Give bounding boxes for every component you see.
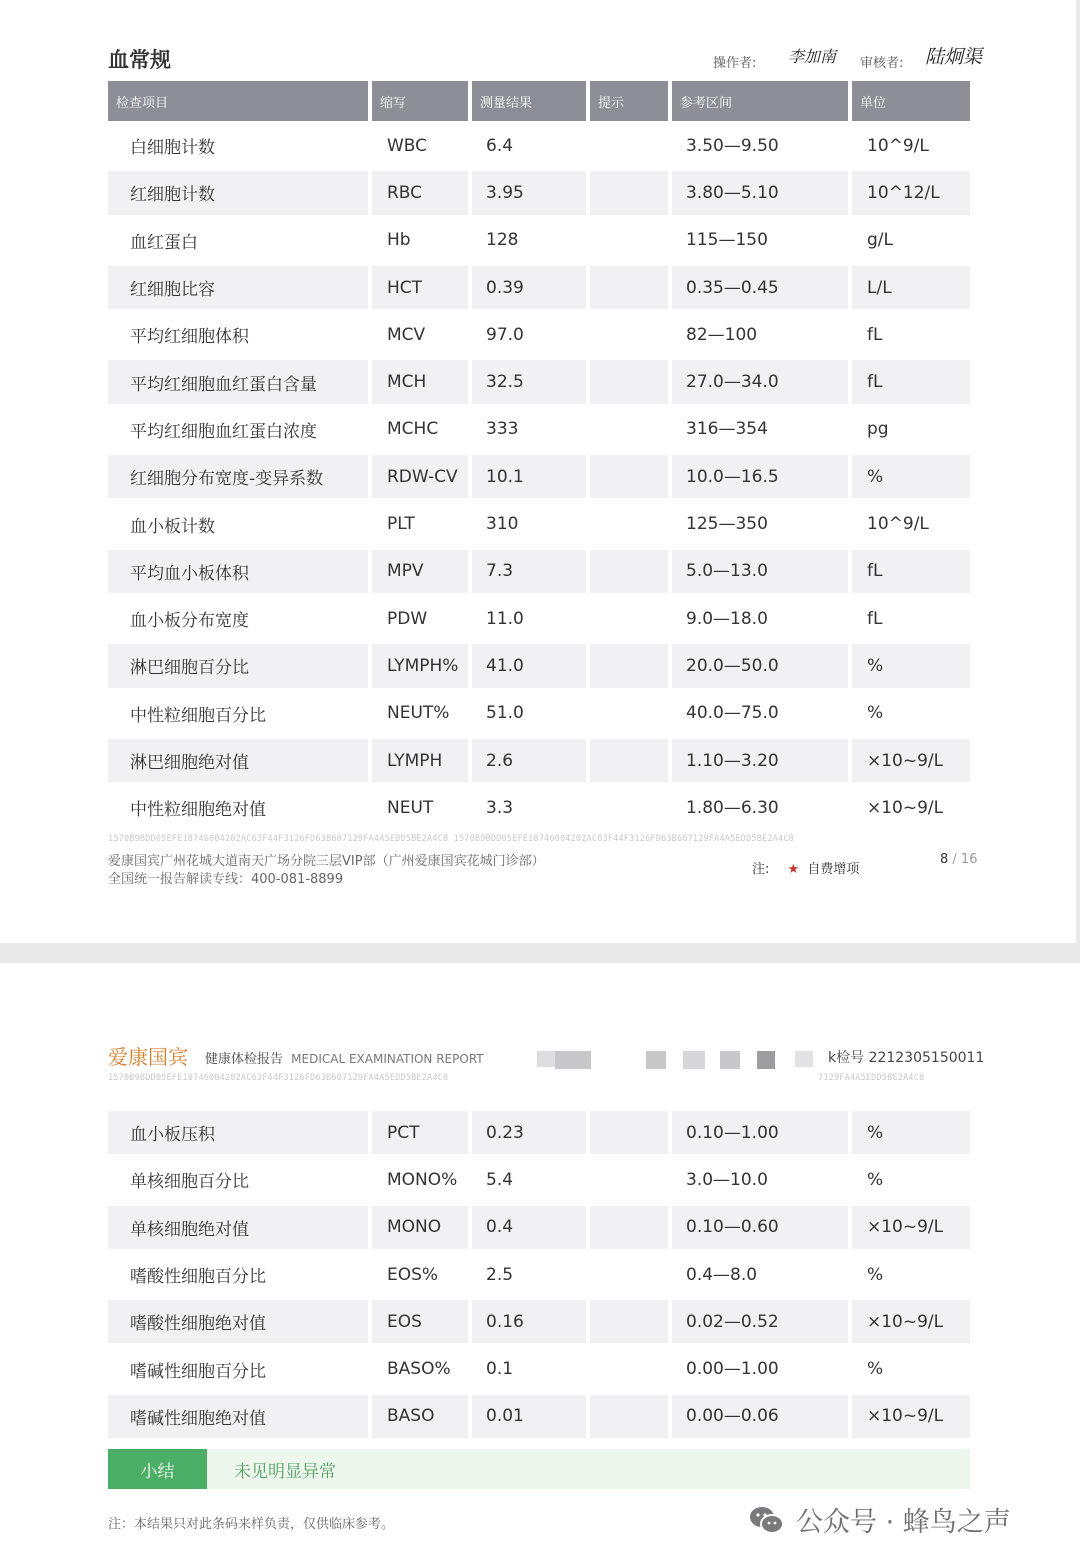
item-name: 嗜酸性细胞百分比 [130, 1267, 266, 1288]
item-abbr: MCH [372, 360, 468, 403]
header-item: 检查项目 [108, 81, 368, 121]
item-result: 128 [486, 230, 519, 251]
item-unit: pg [867, 419, 889, 440]
item-result: 3.95 [472, 171, 586, 214]
item-result: 5.4 [486, 1169, 514, 1190]
item-result: 0.39 [472, 266, 586, 309]
item-unit: % [852, 1111, 970, 1154]
item-range: 0.10—1.00 [672, 1111, 848, 1154]
table-row [108, 406, 970, 453]
item-unit: L/L [852, 266, 970, 309]
item-hint [590, 171, 668, 214]
item-name: 平均红细胞体积 [130, 327, 249, 348]
header-result: 测量结果 [472, 81, 586, 121]
table-row [108, 595, 970, 642]
header-abbr: 缩写 [372, 81, 468, 121]
item-unit: ×10~9/L [852, 1395, 970, 1438]
item-range: 1.80—6.30 [686, 797, 779, 818]
item-unit: % [867, 1359, 884, 1380]
report-title-cn: 健康体检报告 [205, 1052, 284, 1067]
item-name: 平均血小板体积 [108, 550, 368, 593]
redacted-block [555, 1051, 591, 1069]
item-abbr: LYMPH [372, 739, 468, 782]
item-name: 红细胞分布宽度-变异系数 [108, 455, 368, 498]
table-row [108, 548, 970, 595]
header-hint: 提示 [590, 81, 668, 121]
item-result: 2.5 [486, 1264, 514, 1285]
operator-label: 操作者: [713, 56, 757, 71]
item-abbr: BASO% [387, 1359, 451, 1380]
legend-note-label: 注: [752, 862, 770, 877]
item-abbr: Hb [387, 230, 411, 251]
item-name: 嗜酸性细胞绝对值 [108, 1300, 368, 1343]
item-abbr: WBC [387, 135, 428, 156]
item-name: 平均红细胞血红蛋白浓度 [130, 421, 317, 442]
item-range: 20.0—50.0 [672, 644, 848, 687]
table-row [108, 1251, 970, 1298]
legend-note [752, 858, 859, 877]
item-name: 单核细胞百分比 [130, 1172, 249, 1193]
table-row [108, 1109, 970, 1156]
item-abbr: MONO [372, 1206, 468, 1249]
item-range: 115—150 [686, 230, 768, 251]
item-hint [590, 786, 668, 829]
wechat-icon [748, 1505, 784, 1535]
item-abbr: HCT [372, 266, 468, 309]
redacted-block [795, 1051, 813, 1067]
item-unit: 10^9/L [867, 514, 929, 535]
legend-note-text: 自费增项 [807, 862, 860, 877]
table-row [108, 642, 970, 689]
header-range: 参考区间 [672, 81, 848, 121]
item-unit: fL [867, 608, 883, 629]
item-abbr: PDW [387, 608, 428, 629]
item-unit: g/L [867, 230, 893, 251]
reviewer-signature: 陆炯渠 [925, 46, 983, 68]
item-range: 3.0—10.0 [686, 1169, 768, 1190]
redacted-block [683, 1051, 705, 1069]
item-result: 0.01 [472, 1395, 586, 1438]
item-hint [590, 1300, 668, 1343]
item-range: 82—100 [686, 324, 758, 345]
section-title: 血常规 [108, 48, 171, 72]
results-table-2 [108, 1109, 970, 1440]
item-range: 0.00—0.06 [672, 1395, 848, 1438]
item-range: 316—354 [686, 419, 768, 440]
table-row [108, 122, 970, 169]
item-result: 0.16 [472, 1300, 586, 1343]
item-hint [590, 1206, 668, 1249]
item-abbr: MCHC [387, 419, 439, 440]
item-result: 51.0 [486, 703, 524, 724]
document-hash: 1570B9BDD05EFE18746004202AC63F44F3126FD63B607129FA4A5EDD5BE2A4C8 1570B9BDD05EFE18746004202AC63F44F3126FD63B607129FA4A5EDD5BE2A4C8 [108, 834, 794, 844]
table-row [108, 500, 970, 547]
item-hint [590, 1111, 668, 1154]
report-title [205, 1048, 484, 1067]
item-hint [590, 597, 668, 640]
table-row [108, 737, 970, 784]
item-name: 红细胞比容 [108, 266, 368, 309]
redacted-block [720, 1051, 740, 1069]
table-row [108, 169, 970, 216]
item-range: 0.10—0.60 [672, 1206, 848, 1249]
item-abbr: NEUT% [387, 703, 450, 724]
redacted-block [757, 1051, 775, 1069]
item-result: 10.1 [472, 455, 586, 498]
item-hint [590, 1347, 668, 1390]
item-result: 0.23 [472, 1111, 586, 1154]
item-name: 嗜碱性细胞绝对值 [108, 1395, 368, 1438]
item-name: 中性粒细胞绝对值 [130, 800, 266, 821]
item-unit: 10^12/L [852, 171, 970, 214]
item-range: 27.0—34.0 [672, 360, 848, 403]
item-name: 血小板计数 [130, 516, 215, 537]
table-row [108, 264, 970, 311]
item-result: 333 [486, 419, 519, 440]
item-result: 3.3 [486, 797, 514, 818]
item-unit: % [867, 703, 884, 724]
item-hint [590, 550, 668, 593]
redacted-block [537, 1051, 555, 1067]
disclaimer-note: 注：本结果只对此条码来样负责，仅供临床参考。 [108, 1517, 395, 1532]
item-name: 单核细胞绝对值 [108, 1206, 368, 1249]
item-result: 7.3 [472, 550, 586, 593]
item-unit: ×10~9/L [852, 739, 970, 782]
item-hint [590, 1395, 668, 1438]
document-hash-right: 7129FA4A5EDD5BE2A4C8 [818, 1073, 925, 1083]
item-unit: % [852, 644, 970, 687]
table-row [108, 358, 970, 405]
item-unit: ×10~9/L [852, 1206, 970, 1249]
item-range: 0.35—0.45 [672, 266, 848, 309]
item-hint [590, 408, 668, 451]
item-hint [590, 1158, 668, 1201]
item-range: 5.0—13.0 [672, 550, 848, 593]
item-range: 40.0—75.0 [686, 703, 779, 724]
summary-bar [108, 1449, 970, 1489]
item-name: 嗜碱性细胞百分比 [130, 1361, 266, 1382]
header-unit: 单位 [852, 81, 970, 121]
item-name: 白细胞计数 [130, 138, 215, 159]
redacted-block [646, 1051, 666, 1069]
brand-logo: 爱康国宾 [108, 1045, 188, 1069]
item-hint [590, 692, 668, 735]
operator-signature: 李加南 [788, 47, 837, 66]
results-table-1 [108, 122, 970, 831]
item-hint [590, 266, 668, 309]
item-abbr: BASO [372, 1395, 468, 1438]
clinic-address: 爱康国宾广州花城大道南天广场分院三层VIP部（广州爱康国宾花城门诊部） [108, 854, 545, 869]
item-result: 41.0 [472, 644, 586, 687]
item-abbr: MONO% [387, 1169, 458, 1190]
item-hint [590, 360, 668, 403]
item-abbr: PCT [372, 1111, 468, 1154]
item-abbr: NEUT [387, 797, 434, 818]
summary-text: 未见明显异常 [234, 1461, 336, 1482]
item-result: 32.5 [472, 360, 586, 403]
item-name: 平均红细胞血红蛋白含量 [108, 360, 368, 403]
hotline: 全国统一报告解读专线：400-081-8899 [108, 872, 344, 887]
item-range: 10.0—16.5 [672, 455, 848, 498]
item-name: 中性粒细胞百分比 [130, 705, 266, 726]
item-hint [590, 1253, 668, 1296]
item-range: 3.50—9.50 [686, 135, 779, 156]
item-hint [590, 455, 668, 498]
table-header [108, 81, 970, 121]
item-name: 淋巴细胞绝对值 [108, 739, 368, 782]
report-page-9 [0, 963, 1080, 1563]
table-row [108, 453, 970, 500]
item-name: 血小板压积 [108, 1111, 368, 1154]
item-result: 0.4 [472, 1206, 586, 1249]
item-result: 6.4 [486, 135, 514, 156]
item-hint [590, 313, 668, 356]
item-result: 310 [486, 514, 519, 535]
item-unit: fL [852, 360, 970, 403]
item-range: 3.80—5.10 [672, 171, 848, 214]
reviewer-label: 审核者: [860, 56, 904, 71]
item-hint [590, 124, 668, 167]
item-unit: % [852, 455, 970, 498]
item-range: 125—350 [686, 514, 768, 535]
item-range: 9.0—18.0 [686, 608, 768, 629]
item-unit: ×10~9/L [852, 1300, 970, 1343]
item-hint [590, 739, 668, 782]
item-hint [590, 502, 668, 545]
table-row [108, 1393, 970, 1440]
table-row [108, 1298, 970, 1345]
item-abbr: MCV [387, 324, 426, 345]
item-unit: % [867, 1264, 884, 1285]
page-total: / 16 [952, 852, 978, 867]
item-abbr: LYMPH% [372, 644, 468, 687]
document-hash: 1570B9BDD05EFE18746004202AC63F44F3126FD63B607129FA4A5EDD5BE2A4C8 [108, 1073, 449, 1083]
item-unit: ×10~9/L [867, 797, 944, 818]
table-row [108, 217, 970, 264]
table-row [108, 1345, 970, 1392]
item-name: 红细胞计数 [108, 171, 368, 214]
table-row [108, 1156, 970, 1203]
item-range: 1.10—3.20 [672, 739, 848, 782]
item-unit: fL [867, 324, 883, 345]
item-abbr: MPV [372, 550, 468, 593]
item-hint [590, 219, 668, 262]
table-row [108, 690, 970, 737]
table-row [108, 311, 970, 358]
item-name: 淋巴细胞百分比 [108, 644, 368, 687]
item-range: 0.00—1.00 [686, 1359, 779, 1380]
page-current: 8 [940, 852, 949, 867]
item-hint [590, 644, 668, 687]
page-number [940, 852, 977, 867]
item-range: 0.4—8.0 [686, 1264, 758, 1285]
item-result: 11.0 [486, 608, 524, 629]
item-abbr: EOS% [387, 1264, 439, 1285]
table-row [108, 1204, 970, 1251]
item-abbr: RBC [372, 171, 468, 214]
item-unit: 10^9/L [867, 135, 929, 156]
summary-label: 小结 [108, 1449, 207, 1489]
item-unit: fL [852, 550, 970, 593]
watermark-text: 公众号 · 蜂鸟之声 [796, 1507, 1011, 1538]
item-result: 97.0 [486, 324, 524, 345]
item-name: 血小板分布宽度 [130, 611, 249, 632]
item-abbr: PLT [387, 514, 415, 535]
item-range: 0.02—0.52 [672, 1300, 848, 1343]
item-abbr: RDW-CV [372, 455, 468, 498]
item-abbr: EOS [372, 1300, 468, 1343]
item-name: 血红蛋白 [130, 232, 198, 253]
exam-number: k检号 2212305150011 [828, 1050, 985, 1066]
star-icon: ★ [787, 862, 800, 877]
table-row [108, 784, 970, 831]
report-title-en: MEDICAL EXAMINATION REPORT [291, 1052, 484, 1066]
item-result: 2.6 [472, 739, 586, 782]
watermark [748, 1500, 1011, 1539]
item-result: 0.1 [486, 1359, 514, 1380]
item-unit: % [867, 1169, 884, 1190]
